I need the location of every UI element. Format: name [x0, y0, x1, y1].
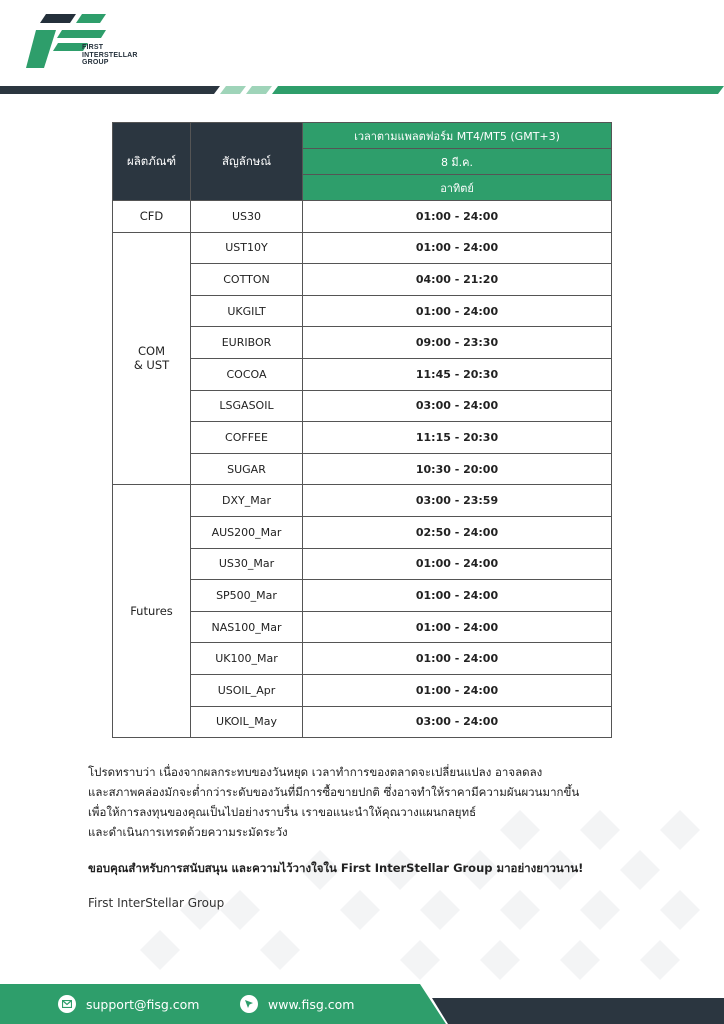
symbol-cell: US30	[191, 201, 303, 233]
time-cell: 01:00 - 24:00	[303, 201, 612, 233]
product-cell: Futures	[113, 485, 191, 738]
time-cell: 10:30 - 20:00	[303, 453, 612, 485]
notice-line: เพื่อให้การลงทุนของคุณเป็นไปอย่างราบรื่น เราขอแนะนำให้คุณวางแผนกลยุทธ์	[88, 805, 477, 819]
symbol-cell: USOIL_Apr	[191, 674, 303, 706]
thank-you-message: ขอบคุณสำหรับการสนับสนุน และความไว้วางใจใน First InterStellar Group มาอย่างยาวนาน!	[88, 861, 584, 875]
header-platform-time: เวลาตามแพลตฟอร์ม MT4/MT5 (GMT+3)	[303, 123, 612, 149]
trading-hours-table	[112, 122, 612, 738]
table-body	[113, 201, 612, 738]
symbol-cell: COFFEE	[191, 422, 303, 454]
footer-email-text[interactable]: support@fisg.com	[86, 996, 200, 1012]
logo-text: FIRST INTERSTELLAR GROUP	[82, 44, 138, 66]
table-row	[113, 485, 612, 517]
time-cell: 03:00 - 24:00	[303, 706, 612, 738]
symbol-cell: AUS200_Mar	[191, 516, 303, 548]
signature: First InterStellar Group	[88, 896, 225, 910]
holiday-notice	[88, 762, 648, 842]
symbol-cell: UKGILT	[191, 295, 303, 327]
top-divider-bar	[0, 86, 724, 94]
time-cell: 01:00 - 24:00	[303, 674, 612, 706]
footer-website[interactable]	[240, 995, 355, 1013]
symbol-cell: COTTON	[191, 264, 303, 296]
notice-line: โปรดทราบว่า เนื่องจากผลกระทบของวันหยุด เวลาทำการของตลาดจะเปลี่ยนแปลง อาจลดลง	[88, 765, 543, 779]
symbol-cell: UK100_Mar	[191, 643, 303, 675]
time-cell: 01:00 - 24:00	[303, 611, 612, 643]
footer	[0, 984, 724, 1024]
time-cell: 01:00 - 24:00	[303, 548, 612, 580]
header-day: อาทิตย์	[303, 175, 612, 201]
time-cell: 01:00 - 24:00	[303, 580, 612, 612]
time-cell: 09:00 - 23:30	[303, 327, 612, 359]
email-icon	[58, 995, 76, 1013]
symbol-cell: US30_Mar	[191, 548, 303, 580]
product-cell: COM & UST	[113, 232, 191, 485]
header-date: 8 มี.ค.	[303, 149, 612, 175]
time-cell: 01:00 - 24:00	[303, 295, 612, 327]
notice-line: และดำเนินการเทรดด้วยความระมัดระวัง	[88, 825, 288, 839]
time-cell: 11:45 - 20:30	[303, 358, 612, 390]
time-cell: 04:00 - 21:20	[303, 264, 612, 296]
notice-line: และสภาพคล่องมักจะต่ำกว่าระดับของวันที่มีการซื้อขายปกติ ซึ่งอาจทำให้ราคามีความผันผวนมากขึ้น	[88, 785, 580, 799]
time-cell: 02:50 - 24:00	[303, 516, 612, 548]
time-cell: 11:15 - 20:30	[303, 422, 612, 454]
symbol-cell: UKOIL_May	[191, 706, 303, 738]
cursor-icon	[240, 995, 258, 1013]
symbol-cell: NAS100_Mar	[191, 611, 303, 643]
symbol-cell: COCOA	[191, 358, 303, 390]
time-cell: 01:00 - 24:00	[303, 232, 612, 264]
table-row	[113, 201, 612, 233]
symbol-cell: SUGAR	[191, 453, 303, 485]
header-product: ผลิตภัณฑ์	[113, 123, 191, 201]
footer-website-text[interactable]: www.fisg.com	[268, 996, 355, 1012]
time-cell: 03:00 - 24:00	[303, 390, 612, 422]
symbol-cell: EURIBOR	[191, 327, 303, 359]
product-cell: CFD	[113, 201, 191, 233]
header-symbol: สัญลักษณ์	[191, 123, 303, 201]
footer-email[interactable]	[58, 995, 199, 1013]
symbol-cell: UST10Y	[191, 232, 303, 264]
time-cell: 01:00 - 24:00	[303, 643, 612, 675]
symbol-cell: LSGASOIL	[191, 390, 303, 422]
time-cell: 03:00 - 23:59	[303, 485, 612, 517]
symbol-cell: DXY_Mar	[191, 485, 303, 517]
table-row	[113, 232, 612, 264]
symbol-cell: SP500_Mar	[191, 580, 303, 612]
